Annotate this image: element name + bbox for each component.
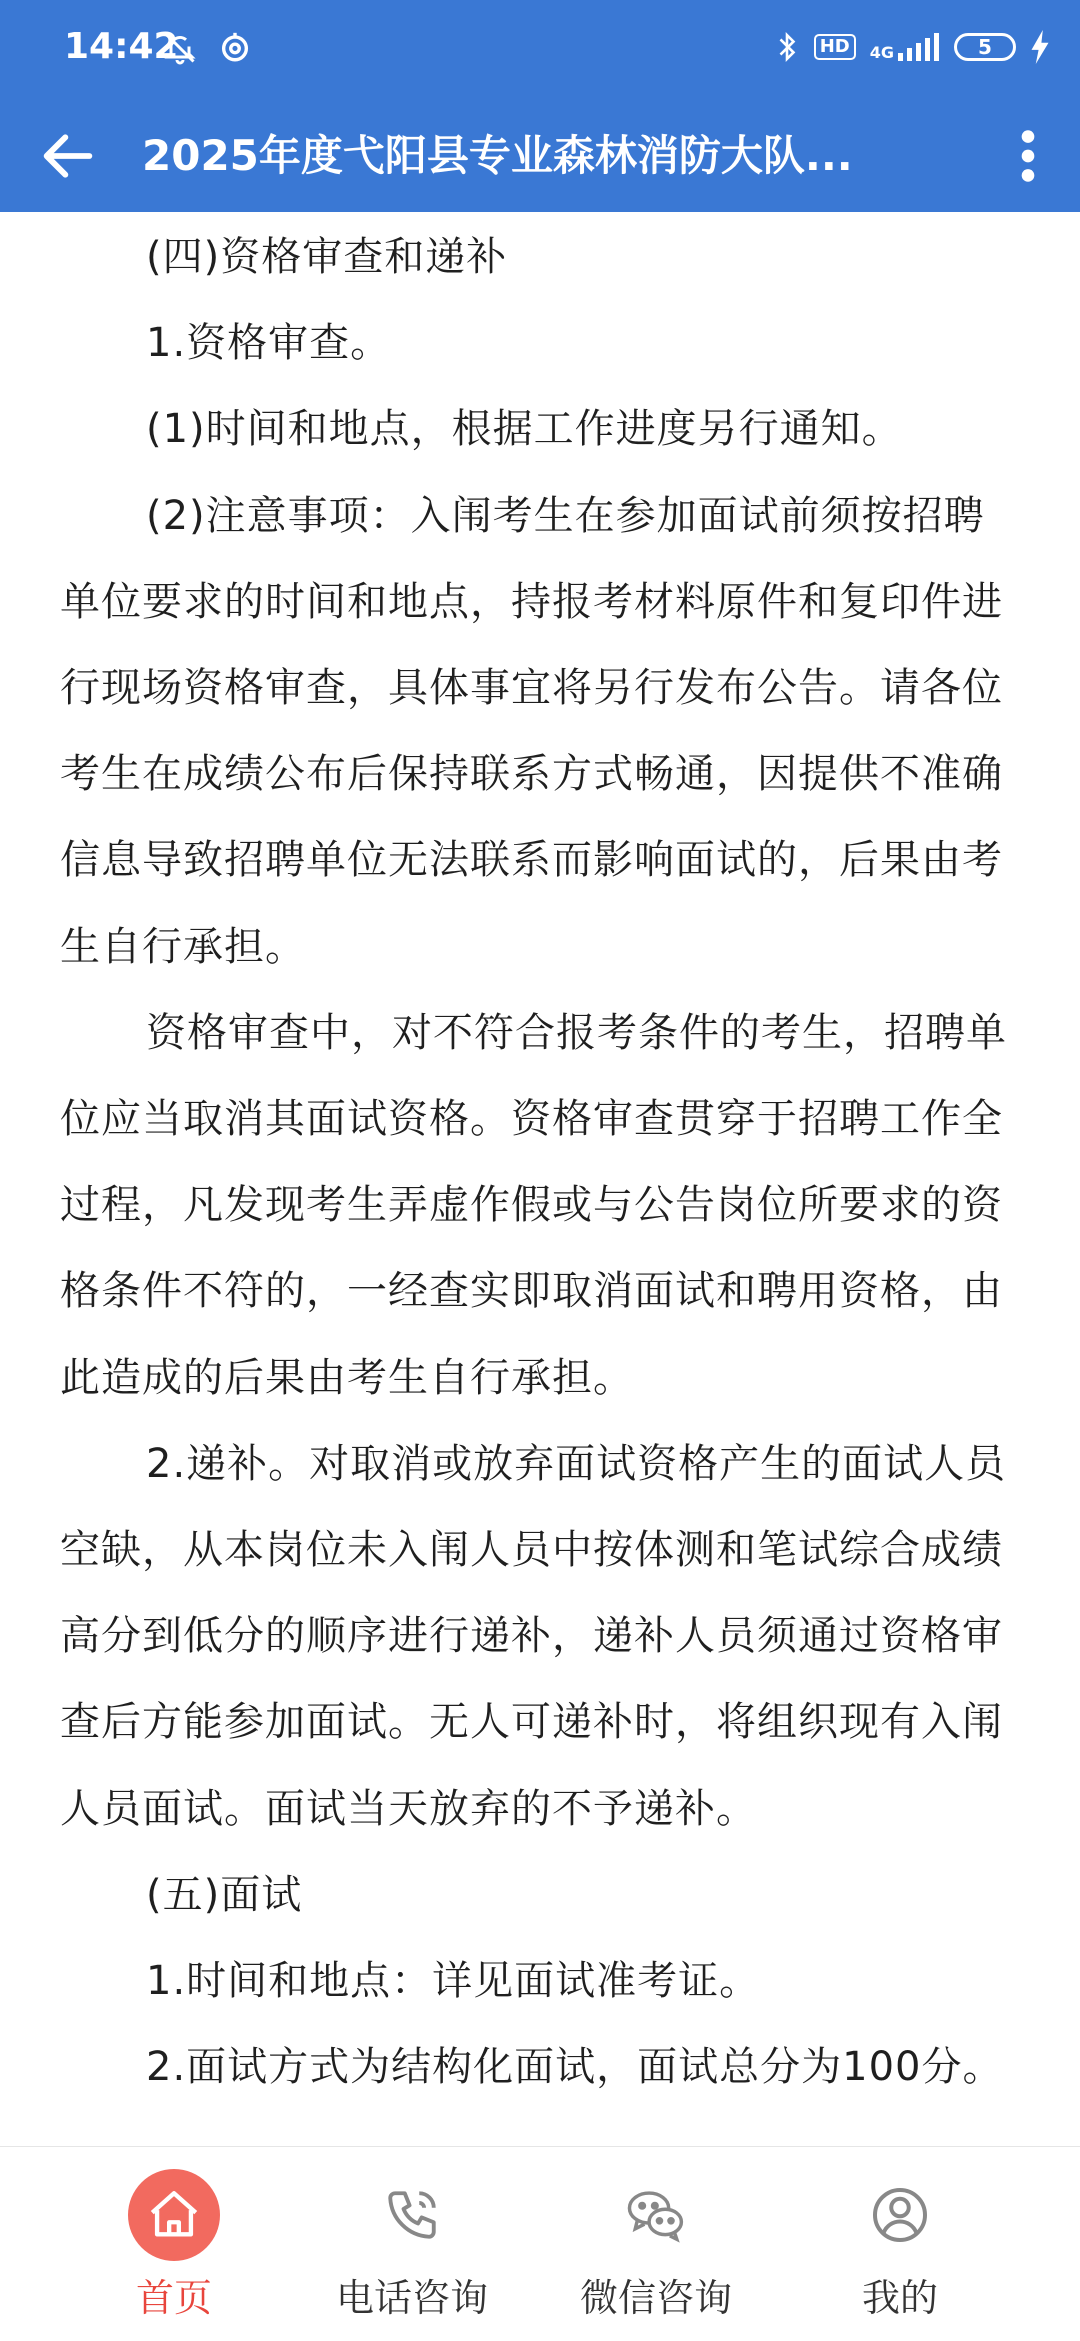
article-content[interactable] (60, 214, 1020, 2146)
status-time: 14:42 (64, 26, 179, 67)
bluetooth-icon (774, 30, 800, 64)
nav-item-mine[interactable] (780, 2147, 1020, 2341)
charging-icon (1030, 30, 1050, 64)
nav-label-phone: 电话咨询 (335, 2276, 488, 2320)
more-vertical-icon (998, 122, 1058, 190)
article-paragraph: (四)资格审查和递补 (146, 234, 508, 280)
battery-icon (954, 33, 1016, 61)
article-paragraph: 1.时间和地点：详见面试准考证。 (146, 1958, 761, 2005)
nav-item-wechat[interactable] (536, 2147, 776, 2341)
article-paragraph: 1.资格审查。 (146, 320, 392, 367)
bottom-navigation (0, 2146, 1080, 2341)
nav-item-phone[interactable] (292, 2147, 532, 2341)
nav-label-mine: 我的 (861, 2276, 938, 2320)
arrow-left-icon (36, 124, 100, 188)
article-paragraph: 资格审查中，对不符合报考条件的考生，招聘单位应当取消其面试资格。资格审查贯穿于招聘工作全过程，凡发现考生弄虚作假或与公告岗位所要求的资格条件不符的，一经查实即取消面试和聘用资格，由此造成的后果由考生自行承担。 (60, 1009, 1007, 1401)
nav-label-wechat: 微信咨询 (579, 2276, 732, 2320)
status-bar (0, 0, 1080, 100)
nav-label-home: 首页 (135, 2276, 212, 2320)
battery-level: 5 (978, 35, 992, 59)
hd-icon: HD (814, 34, 856, 60)
back-button[interactable] (36, 124, 100, 188)
app-bar (0, 100, 1080, 212)
article-paragraph: (五)面试 (146, 1871, 303, 1918)
network-label: 4G (869, 43, 894, 62)
phone-icon (366, 2169, 458, 2261)
sync-circle-icon (218, 30, 252, 66)
home-icon (128, 2169, 220, 2261)
article-paragraph: 2.递补。对取消或放弃面试资格产生的面试人员空缺，从本岗位未入闱人员中按体测和笔试综合成绩高分到低分的顺序进行递补，递补人员须通过资格审查后方能参加面试。无人可递补时，将组织现有入闱人员面试。面试当天放弃的不予递补。 (60, 1440, 1007, 1832)
nav-item-home[interactable] (54, 2147, 294, 2341)
bell-off-icon (162, 30, 198, 66)
signal-icon (870, 33, 940, 61)
page-title: 2025年度弋阳县专业森林消防大队... (142, 131, 853, 180)
more-options-button[interactable] (998, 122, 1058, 190)
article-paragraph: (1)时间和地点，根据工作进度另行通知。 (146, 406, 903, 453)
article-paragraph: (2)注意事项：入闱考生在参加面试前须按招聘单位要求的时间和地点，持报考材料原件和复印件进行现场资格审查，具体事宜将另行发布公告。请各位考生在成绩公布后保持联系方式畅通，因提供不准确信息导致招聘单位无法联系而影响面试的，后果由考生自行承担。 (60, 492, 1003, 970)
article-paragraph: 2.面试方式为结构化面试，面试总分为100分。 (146, 2044, 1004, 2091)
wechat-icon (610, 2169, 702, 2261)
user-icon (854, 2169, 946, 2261)
